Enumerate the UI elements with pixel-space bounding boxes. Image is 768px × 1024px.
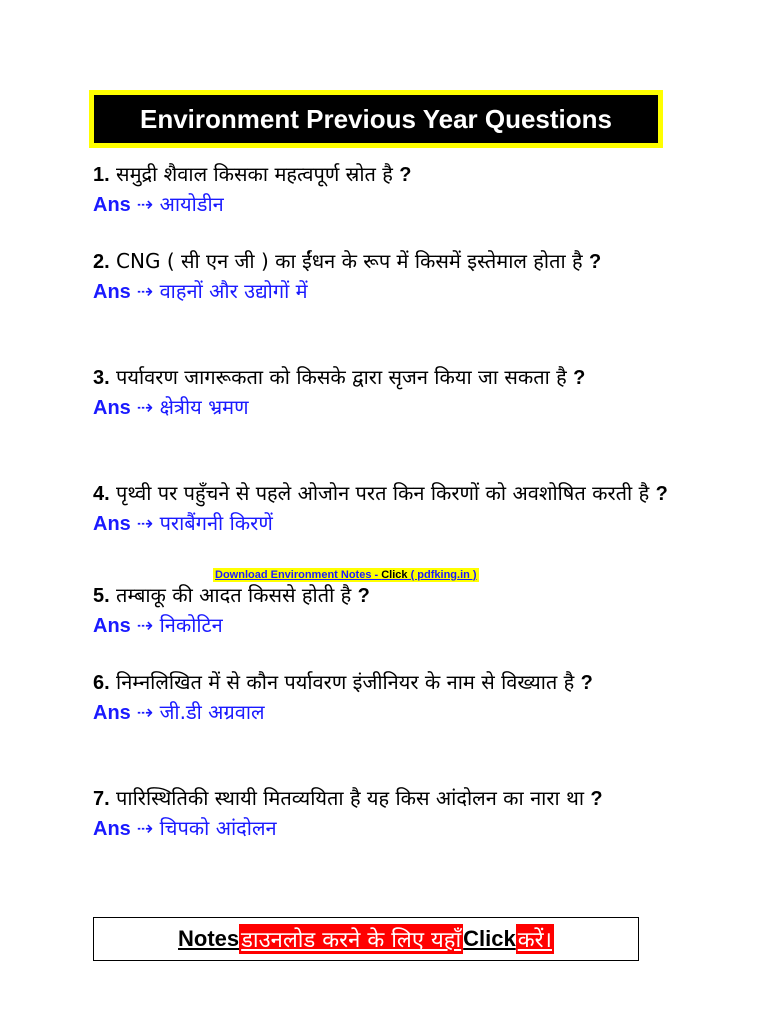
promo-site: ( pdfking.in )	[407, 569, 477, 581]
answer-4	[93, 509, 668, 539]
question-number: 5.	[93, 585, 110, 607]
answer-3	[93, 393, 668, 423]
question-block-3	[93, 363, 668, 423]
answer-label: Ans	[93, 194, 131, 216]
notes-download-button[interactable]	[93, 917, 639, 961]
question-number: 6.	[93, 672, 110, 694]
arrow-icon: ⇢	[136, 816, 154, 840]
question-1	[93, 160, 668, 190]
download-notes-link[interactable]	[213, 568, 479, 582]
promo-lead: Download Environment Notes -	[215, 569, 382, 581]
question-number: 2.	[93, 251, 110, 273]
question-number: 4.	[93, 483, 110, 505]
question-block-7	[93, 784, 668, 844]
question-3	[93, 363, 668, 393]
answer-text: निकोटिन	[159, 613, 223, 637]
answer-label: Ans	[93, 281, 131, 303]
arrow-icon: ⇢	[136, 700, 154, 724]
question-4	[93, 479, 668, 509]
answer-text: जी.डी अग्रवाल	[159, 700, 265, 724]
question-text: पर्यावरण जागरूकता को किसके द्वारा सृजन किया जा सकता है	[116, 365, 567, 389]
question-text: CNG ( सी एन जी ) का ईंधन के रूप में किसमें इस्तेमाल होता है	[116, 249, 583, 273]
answer-label: Ans	[93, 397, 131, 419]
question-text: पृथ्वी पर पहुँचने से पहले ओजोन परत किन किरणों को अवशोषित करती है	[116, 481, 650, 505]
question-block-5	[93, 581, 668, 641]
notes-label: Notes	[178, 926, 240, 951]
question-5	[93, 581, 668, 611]
question-mark: ?	[589, 251, 602, 273]
question-number: 3.	[93, 367, 110, 389]
click-label: Click	[463, 926, 516, 951]
question-number: 7.	[93, 788, 110, 810]
title-banner	[89, 90, 663, 148]
question-mark: ?	[399, 164, 412, 186]
question-number: 1.	[93, 164, 110, 186]
question-7	[93, 784, 668, 814]
answer-text: पराबैंगनी किरणें	[159, 511, 273, 535]
arrow-icon: ⇢	[136, 613, 154, 637]
arrow-icon: ⇢	[136, 279, 154, 303]
question-mark: ?	[573, 367, 586, 389]
question-2	[93, 247, 668, 277]
question-mark: ?	[655, 483, 668, 505]
question-text: तम्बाकू की आदत किससे होती है	[116, 583, 352, 607]
answer-text: क्षेत्रीय भ्रमण	[159, 395, 249, 419]
answer-2	[93, 277, 668, 307]
answer-7	[93, 814, 668, 844]
arrow-icon: ⇢	[136, 192, 154, 216]
question-mark: ?	[590, 788, 603, 810]
arrow-icon: ⇢	[136, 395, 154, 419]
answer-1	[93, 190, 668, 220]
arrow-icon: ⇢	[136, 511, 154, 535]
question-block-2	[93, 247, 668, 307]
page-title: Environment Previous Year Questions	[94, 95, 658, 143]
do-text: करें।	[516, 924, 554, 954]
question-block-1	[93, 160, 668, 220]
answer-5	[93, 611, 668, 641]
answer-label: Ans	[93, 702, 131, 724]
answer-text: चिपको आंदोलन	[159, 816, 277, 840]
question-text: समुद्री शैवाल किसका महत्वपूर्ण स्रोत है	[116, 162, 393, 186]
question-mark: ?	[357, 585, 370, 607]
question-text: पारिस्थितिकी स्थायी मितव्ययिता है यह किस आंदोलन का नारा था	[116, 786, 585, 810]
answer-label: Ans	[93, 818, 131, 840]
answer-label: Ans	[93, 615, 131, 637]
question-mark: ?	[580, 672, 593, 694]
answer-text: वाहनों और उद्योगों में	[159, 279, 308, 303]
download-text: डाउनलोड करने के लिए यहाँ	[239, 924, 463, 954]
question-block-4	[93, 479, 668, 539]
question-text: निम्नलिखित में से कौन पर्यावरण इंजीनियर के नाम से विख्यात है	[116, 670, 575, 694]
answer-text: आयोडीन	[159, 192, 224, 216]
answer-6	[93, 698, 668, 728]
question-block-6	[93, 668, 668, 728]
answer-label: Ans	[93, 513, 131, 535]
question-6	[93, 668, 668, 698]
promo-click: Click	[381, 569, 408, 581]
